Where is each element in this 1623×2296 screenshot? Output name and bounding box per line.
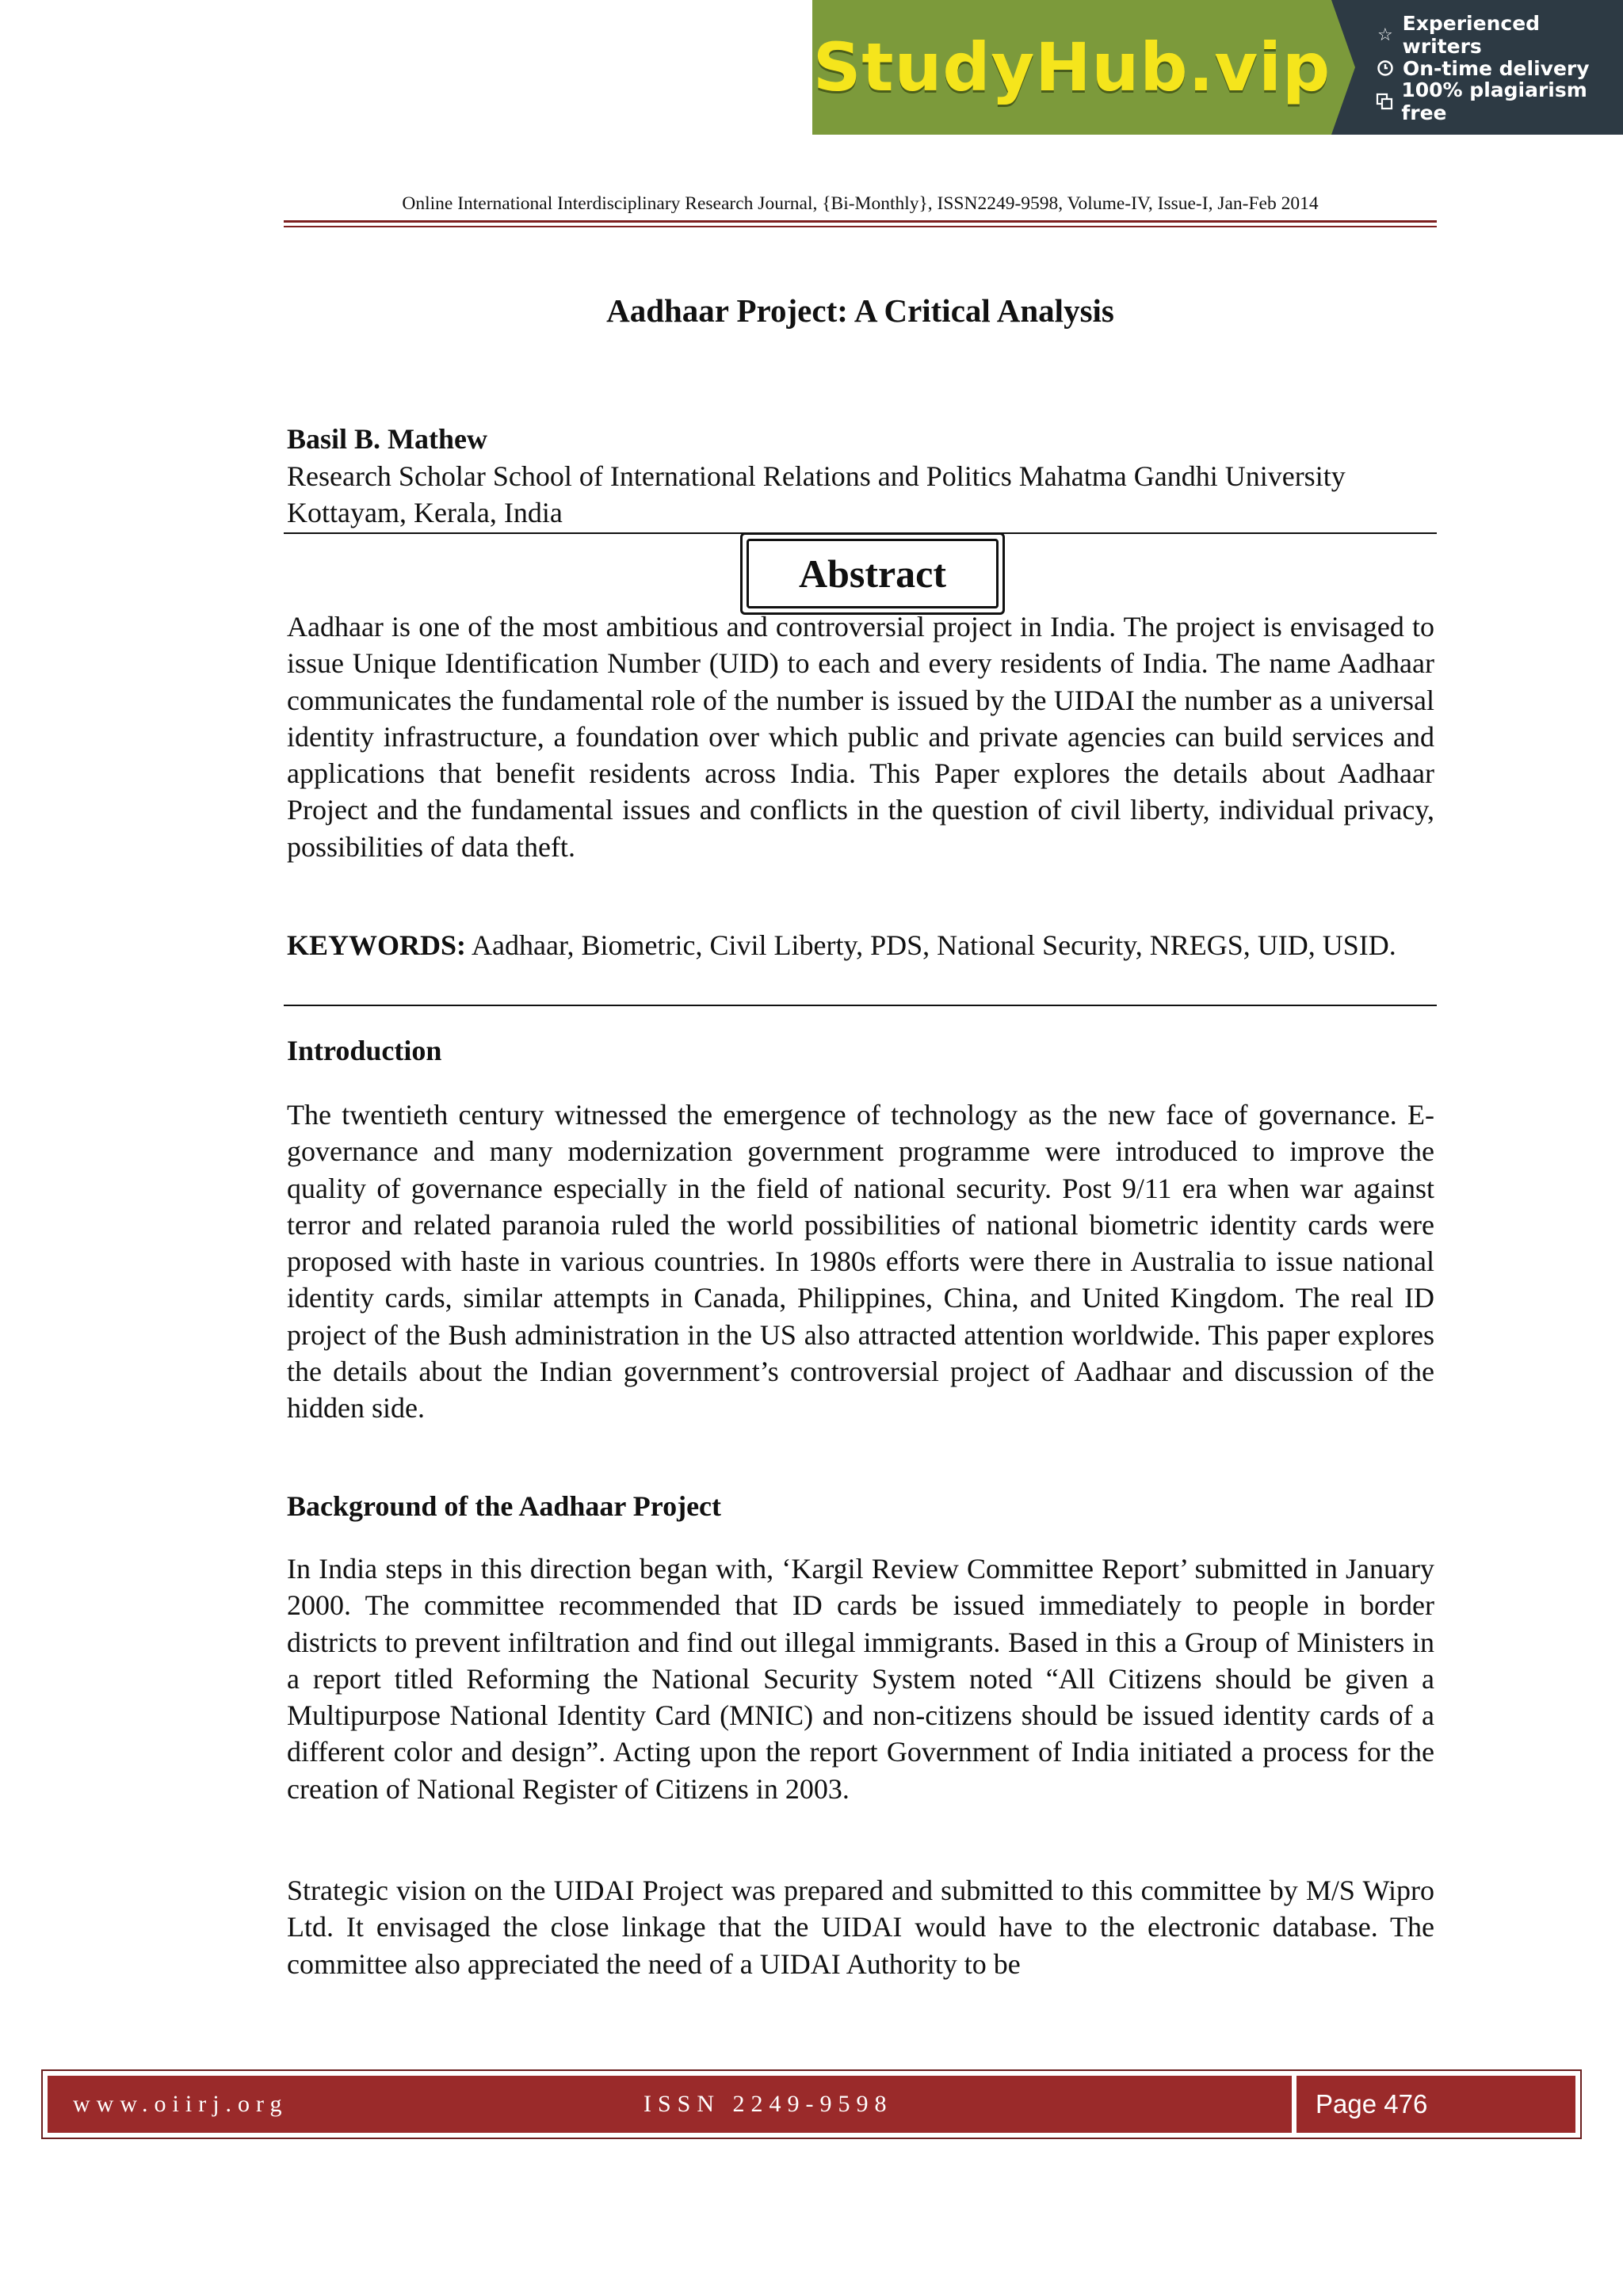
author-name: Basil B. Mathew [287, 423, 488, 455]
feature-label: 100% plagiarism free [1401, 78, 1587, 124]
journal-header: Online International Interdisciplinary Research Journal, {Bi-Monthly}, ISSN2249-9598, Volume-IV, Issue-I, Jan-Feb 2014 [402, 193, 1319, 214]
banner-features [1331, 0, 1623, 135]
keywords-list: Aadhaar, Biometric, Civil Liberty, PDS, National Security, NREGS, UID, USID. [466, 929, 1396, 961]
paper-title: Aadhaar Project: A Critical Analysis [606, 292, 1114, 329]
footer-issn: ISSN 2249-9598 [643, 2091, 893, 2117]
feature-item [1376, 12, 1623, 58]
studyhub-logo[interactable] [812, 0, 1331, 135]
feature-item [1376, 78, 1623, 124]
header-rule [284, 220, 1437, 223]
section-heading: Introduction [287, 1035, 442, 1066]
header-rule [284, 226, 1437, 227]
abstract-text: Aadhaar is one of the most ambitious and controversial project in India. The project is envisaged to issue Unique Identification Number (UID) to each and every residents of India. The name Aadhaar communicates the fundamental role of the number is issued by the UIDAI the number as a universal identity infrastructure, a foundation over which public and private agencies can build services and applications that benefit residents across India. This Paper explores the details about Aadhaar Project and the fundamental issues and conflicts in the question of civil liberty, individual privacy, possibilities of data theft. [287, 611, 1434, 863]
footer-website[interactable]: www.oiirj.org [73, 2091, 288, 2117]
studyhub-banner[interactable] [812, 0, 1623, 135]
keywords [287, 927, 1434, 963]
page-number: Page 476 [1296, 2076, 1575, 2133]
page-footer [41, 2069, 1582, 2139]
author-affiliation: Research Scholar School of International Relations and Politics Mahatma Gandhi University Kottayam, Kerala, India [287, 460, 1346, 528]
feature-label: Experienced writers [1402, 12, 1541, 58]
footer-bar [48, 2076, 1292, 2133]
section-heading: Background of the Aadhaar Project [287, 1490, 722, 1522]
copy-icon [1376, 92, 1393, 111]
keywords-bottom-rule [284, 1005, 1437, 1006]
banner-arrow-shape [1331, 0, 1355, 135]
feature-label: On-time delivery [1403, 56, 1590, 80]
star-icon: ☆ [1377, 25, 1393, 45]
logo-text: StudyHub.vip [812, 29, 1331, 106]
section-paragraph: Strategic vision on the UIDAI Project was prepared and submitted to this committee by M/S Wipro Ltd. It envisaged the close linkage that the UIDAI would have to the electronic database. The committee also appreciated the need of a UIDAI Authority to be [287, 1875, 1434, 1980]
keywords-label: KEYWORDS: [287, 929, 467, 961]
abstract-label-box [740, 532, 1005, 615]
abstract-label: Abstract [747, 539, 999, 608]
section-paragraph: In India steps in this direction began with, ‘Kargil Review Committee Report’ submitted in January 2000. The committee recommended that ID cards be issued immediately to people in border districts to prevent infiltration and find out illegal immigrants. Based in this a Group of Ministers in a report titled Reforming the National Security System noted “All Citizens should be given a Multipurpose National Identity Card (MNIC) and non-citizens should be issued identity cards of a different color and design”. Acting upon the report Government of India initiated a process for the creation of National Register of Citizens in 2003. [287, 1553, 1434, 1805]
clock-icon [1376, 59, 1395, 78]
section-paragraph: The twentieth century witnessed the emergence of technology as the new face of governance. E-governance and many modernization government programme were introduced to improve the quality of governance especially in the field of national security. Post 9/11 era when war against terror and related paranoia ruled the world possibilities of national biometric identity cards were proposed with haste in various countries. In 1980s efforts were there in Australia to issue national identity cards, similar attempts in Canada, Philippines, China, and United Kingdom. The real ID project of the Bush administration in the US also attracted attention worldwide. This paper explores the details about the Indian government’s controversial project of Aadhaar and discussion of the hidden side. [287, 1099, 1434, 1425]
